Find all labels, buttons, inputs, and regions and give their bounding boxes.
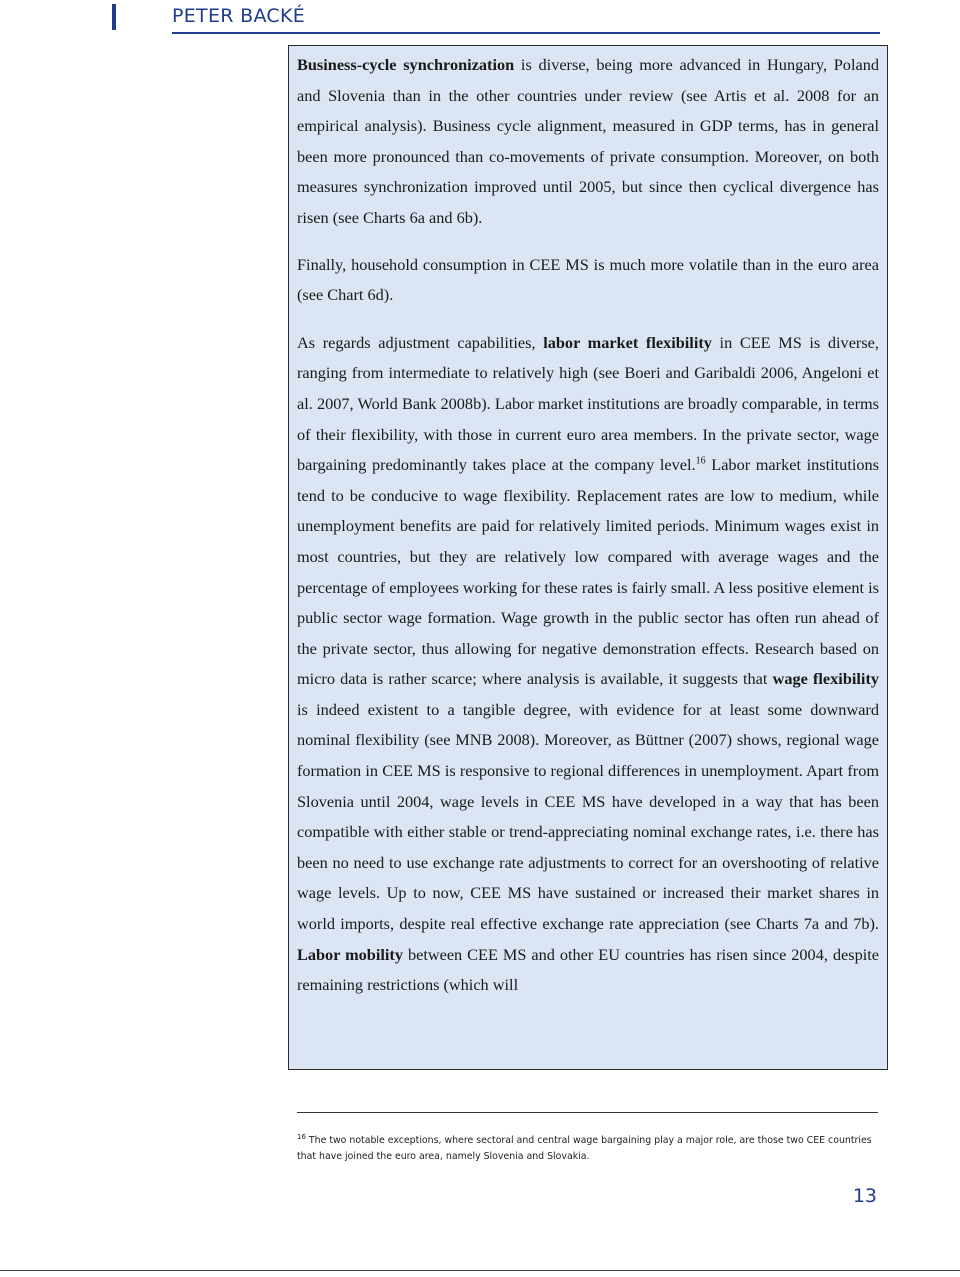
header-accent-bar [112,4,116,30]
running-header-author: PETER BACKÉ [172,5,306,27]
paragraph-text: in CEE MS is diverse, ranging from intermediate to relatively high (see Boeri and Garibaldi 2006, Angeloni et al. 2007, World Bank 2008b). Labor market institutions are broadly comparable, in terms of their flexibility, with those in current euro area members. In the private sector, wage bargaining predominantly takes place at the company level. [297,332,879,475]
footnote-reference[interactable]: 16 [695,455,706,467]
footnote-marker: 16 [297,1132,306,1141]
footnote [297,1133,881,1165]
paragraph-text: is diverse, being more advanced in Hungary, Poland and Slovenia than in the other countries under review (see Artis et al. 2008 for an empirical analysis). Business cycle alignment, measured in GDP terms, has in general been more pronounced than co-movements of private consumption. Moreover, on both measures synchronization improved until 2005, but since then cyclical divergence has risen (see Charts 6a and 6b). [297,55,879,227]
page-number: 13 [852,1185,877,1207]
footnote-rule [297,1112,878,1113]
paragraph-text: is indeed existent to a tangible degree, with evidence for at least some downward nominal flexibility (see MNB 2008). Moreover, as Büttner (2007) shows, regional wage formation in CEE MS is responsive to regional differences in unemployment. Apart from Slovenia until 2004, wage levels in CEE MS have developed in a way that has been compatible with either stable or trend-appreciating nominal exchange rates, i.e. there has been no need to use exchange rate adjustments to correct for an overshooting of relative wage levels. Up to now, CEE MS have sustained or increased their market shares in world imports, despite real effective exchange rate appreciation (see Charts 7a and 7b). [297,699,879,934]
paragraph-text: As regards adjustment capabilities, [297,332,544,352]
highlight-box [288,45,888,1070]
bottom-rule [0,1270,960,1271]
bold-term-wage-flexibility: wage flexibility [772,669,880,689]
footnote-text: The two notable exceptions, where sectoral and central wage bargaining play a major role, are those two CEE countries that have joined the euro area, namely Slovenia and Slovakia. [297,1135,872,1162]
header-rule [172,32,880,34]
bold-term-business-cycle: Business-cycle synchronization [297,55,515,74]
bold-term-labor-mobility: Labor mobility [297,944,403,964]
paragraph-text: between CEE MS and other EU countries has risen since 2004, despite remaining restrictions (which will [297,944,879,995]
paragraph-text: Labor market institutions tend to be conducive to wage flexibility. Replacement rates are low to medium, while unemployment benefits are paid for relatively limited periods. Minimum wages exist in most countries, but they are relatively low compared with average wages and the percentage of employees working for these rates is fairly small. A less positive element is public sector wage formation. Wage growth in the public sector has often run ahead of the private sector, thus allowing for negative demonstration effects. Research based on micro data is rather scarce; where analysis is available, it suggests that [297,455,879,689]
paragraph-business-cycle [297,50,879,234]
paragraph-household-consumption: Finally, household consumption in CEE MS is much more volatile than in the euro area (see Chart 6d). [297,254,879,305]
paragraph-labor-market [297,328,879,1001]
bold-term-labor-market-flexibility: labor market flexibility [543,332,712,352]
